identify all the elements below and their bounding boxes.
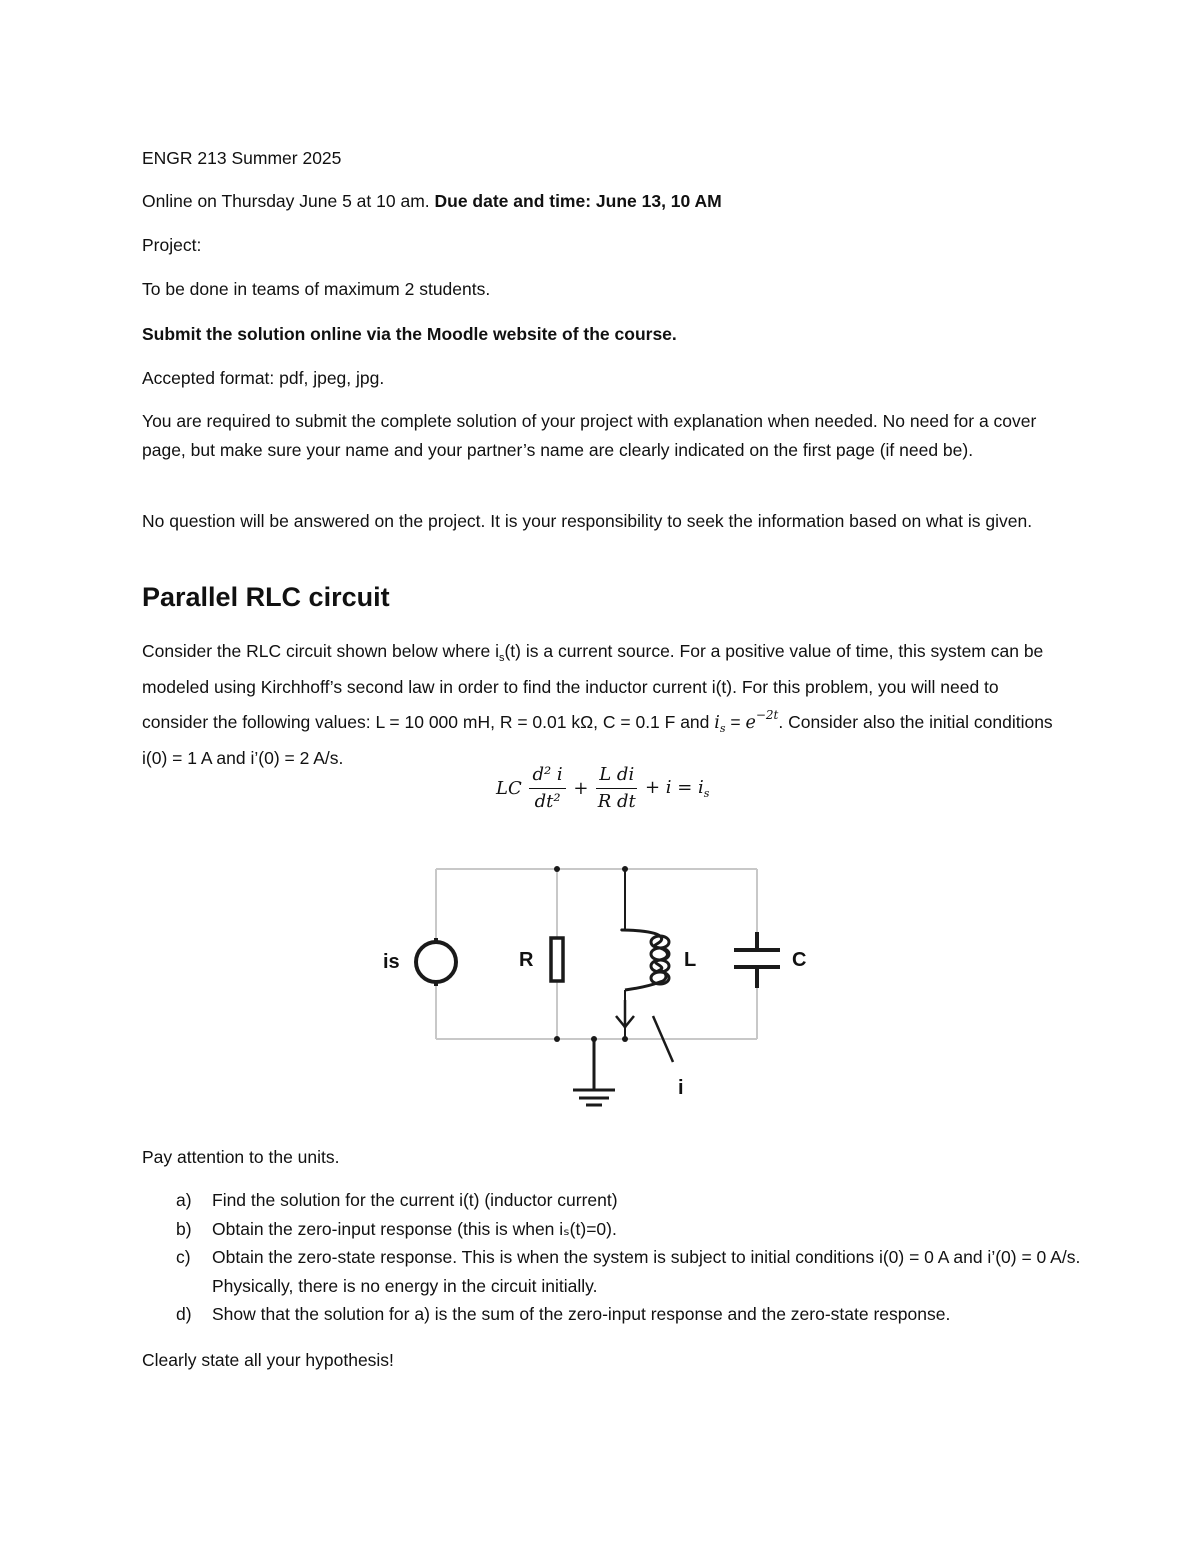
source-subscript: s: [719, 722, 726, 736]
capacitor-label: C: [792, 949, 807, 971]
requirement-paragraph: You are required to submit the complete solution of your project with explanation when needed. No need for a cover page, but make sure your name and your partner’s name are clearly indicated on the first page (if need be).: [142, 411, 1037, 460]
teams-text: To be done in teams of maximum 2 students.: [142, 279, 491, 299]
list-item-text: Find the solution for the current i(t) (inductor current): [212, 1190, 618, 1210]
date-line: [142, 187, 1062, 216]
list-item-text: Obtain the zero-input response (this is when iₛ(t)=0).: [212, 1218, 617, 1239]
list-item-label: d): [176, 1304, 192, 1325]
due-date: Due date and time: June 13, 10 AM: [434, 191, 722, 211]
intro-part-2: (t) is a current source. For a positive value of time, this system can be modeled using Kirchhoff’s second law in order to find the inductor current i(t). For this problem, you will need to consider the following values: L = 10 000 mH, R = 0.01 kΩ, C = 0.1 F and: [142, 641, 1044, 733]
closing-note: Clearly state all your hypothesis!: [142, 1350, 394, 1370]
list-item-label: a): [176, 1190, 192, 1210]
submit-instruction: Submit the solution online via the Moodle website of the course.: [142, 324, 677, 344]
list-item-label: b): [176, 1218, 192, 1239]
list-item: [142, 1215, 1082, 1244]
resistor-label: R: [519, 949, 534, 971]
list-item: [142, 1186, 1082, 1215]
ground-icon: [573, 1039, 615, 1105]
capacitor-symbol: [734, 932, 780, 988]
eq-num-2: L di: [596, 762, 637, 789]
eq-den-1: dt²: [534, 791, 561, 812]
accepted-format: Accepted format: pdf, jpeg, jpg.: [142, 368, 385, 388]
list-item: [142, 1300, 1082, 1329]
eq-rest-sub: s: [703, 787, 710, 800]
no-question-paragraph: No question will be answered on the project. It is your responsibility to seek the information based on what is given.: [142, 511, 1033, 531]
course-title: ENGR 213 Summer 2025: [142, 148, 342, 168]
eq-rest-text: + i = i: [644, 777, 704, 798]
differential-equation: [496, 762, 709, 832]
intro-subscript: s: [498, 652, 505, 664]
list-item-text: Show that the solution for a) is the sum of the zero-input response and the zero-state response.: [212, 1304, 951, 1325]
source-symbol: i: [714, 713, 720, 734]
eq-fraction-2: [596, 762, 637, 815]
intro-part-1: Consider the RLC circuit shown below where i: [142, 641, 499, 661]
attention-note: Pay attention to the units.: [142, 1147, 340, 1167]
source-label: is: [383, 951, 400, 973]
exp-power: −2t: [755, 708, 779, 723]
resistor-symbol: [551, 938, 563, 981]
section-title: Parallel RLC circuit: [142, 582, 390, 612]
inductor-label: L: [684, 949, 697, 971]
list-item-label: c): [176, 1247, 191, 1268]
rlc-circuit-diagram: [370, 855, 830, 1115]
eq-plus: +: [573, 778, 589, 799]
eq-rest: [645, 777, 710, 800]
list-item-text: Obtain the zero-state response. This is when the system is subject to initial conditions i(0) = 0 A and i’(0) = 0 A/s. Physically, there is no energy in the circuit initially.: [212, 1247, 1081, 1296]
online-date: Online on Thursday June 5 at 10 am.: [142, 191, 435, 211]
eq-fraction-1: [529, 762, 565, 815]
eq-den-2: R dt: [597, 791, 636, 812]
inductor-symbol: [622, 930, 669, 990]
current-source-symbol: [416, 938, 456, 986]
question-list: [142, 1186, 1082, 1329]
current-label: i: [678, 1077, 684, 1099]
problem-statement: [142, 637, 1062, 772]
intro-part-3: . Consider also the initial conditions i(0) = 1 A and i’(0) = 2 A/s.: [142, 712, 1053, 768]
exp-base: e: [745, 713, 756, 734]
circuit-wires: [436, 869, 757, 1039]
list-item: [142, 1243, 1082, 1300]
eq-num-1: d² i: [529, 762, 565, 789]
eq-lc: LC: [496, 778, 522, 799]
equals-sign: =: [725, 712, 746, 733]
project-label: Project:: [142, 235, 202, 255]
